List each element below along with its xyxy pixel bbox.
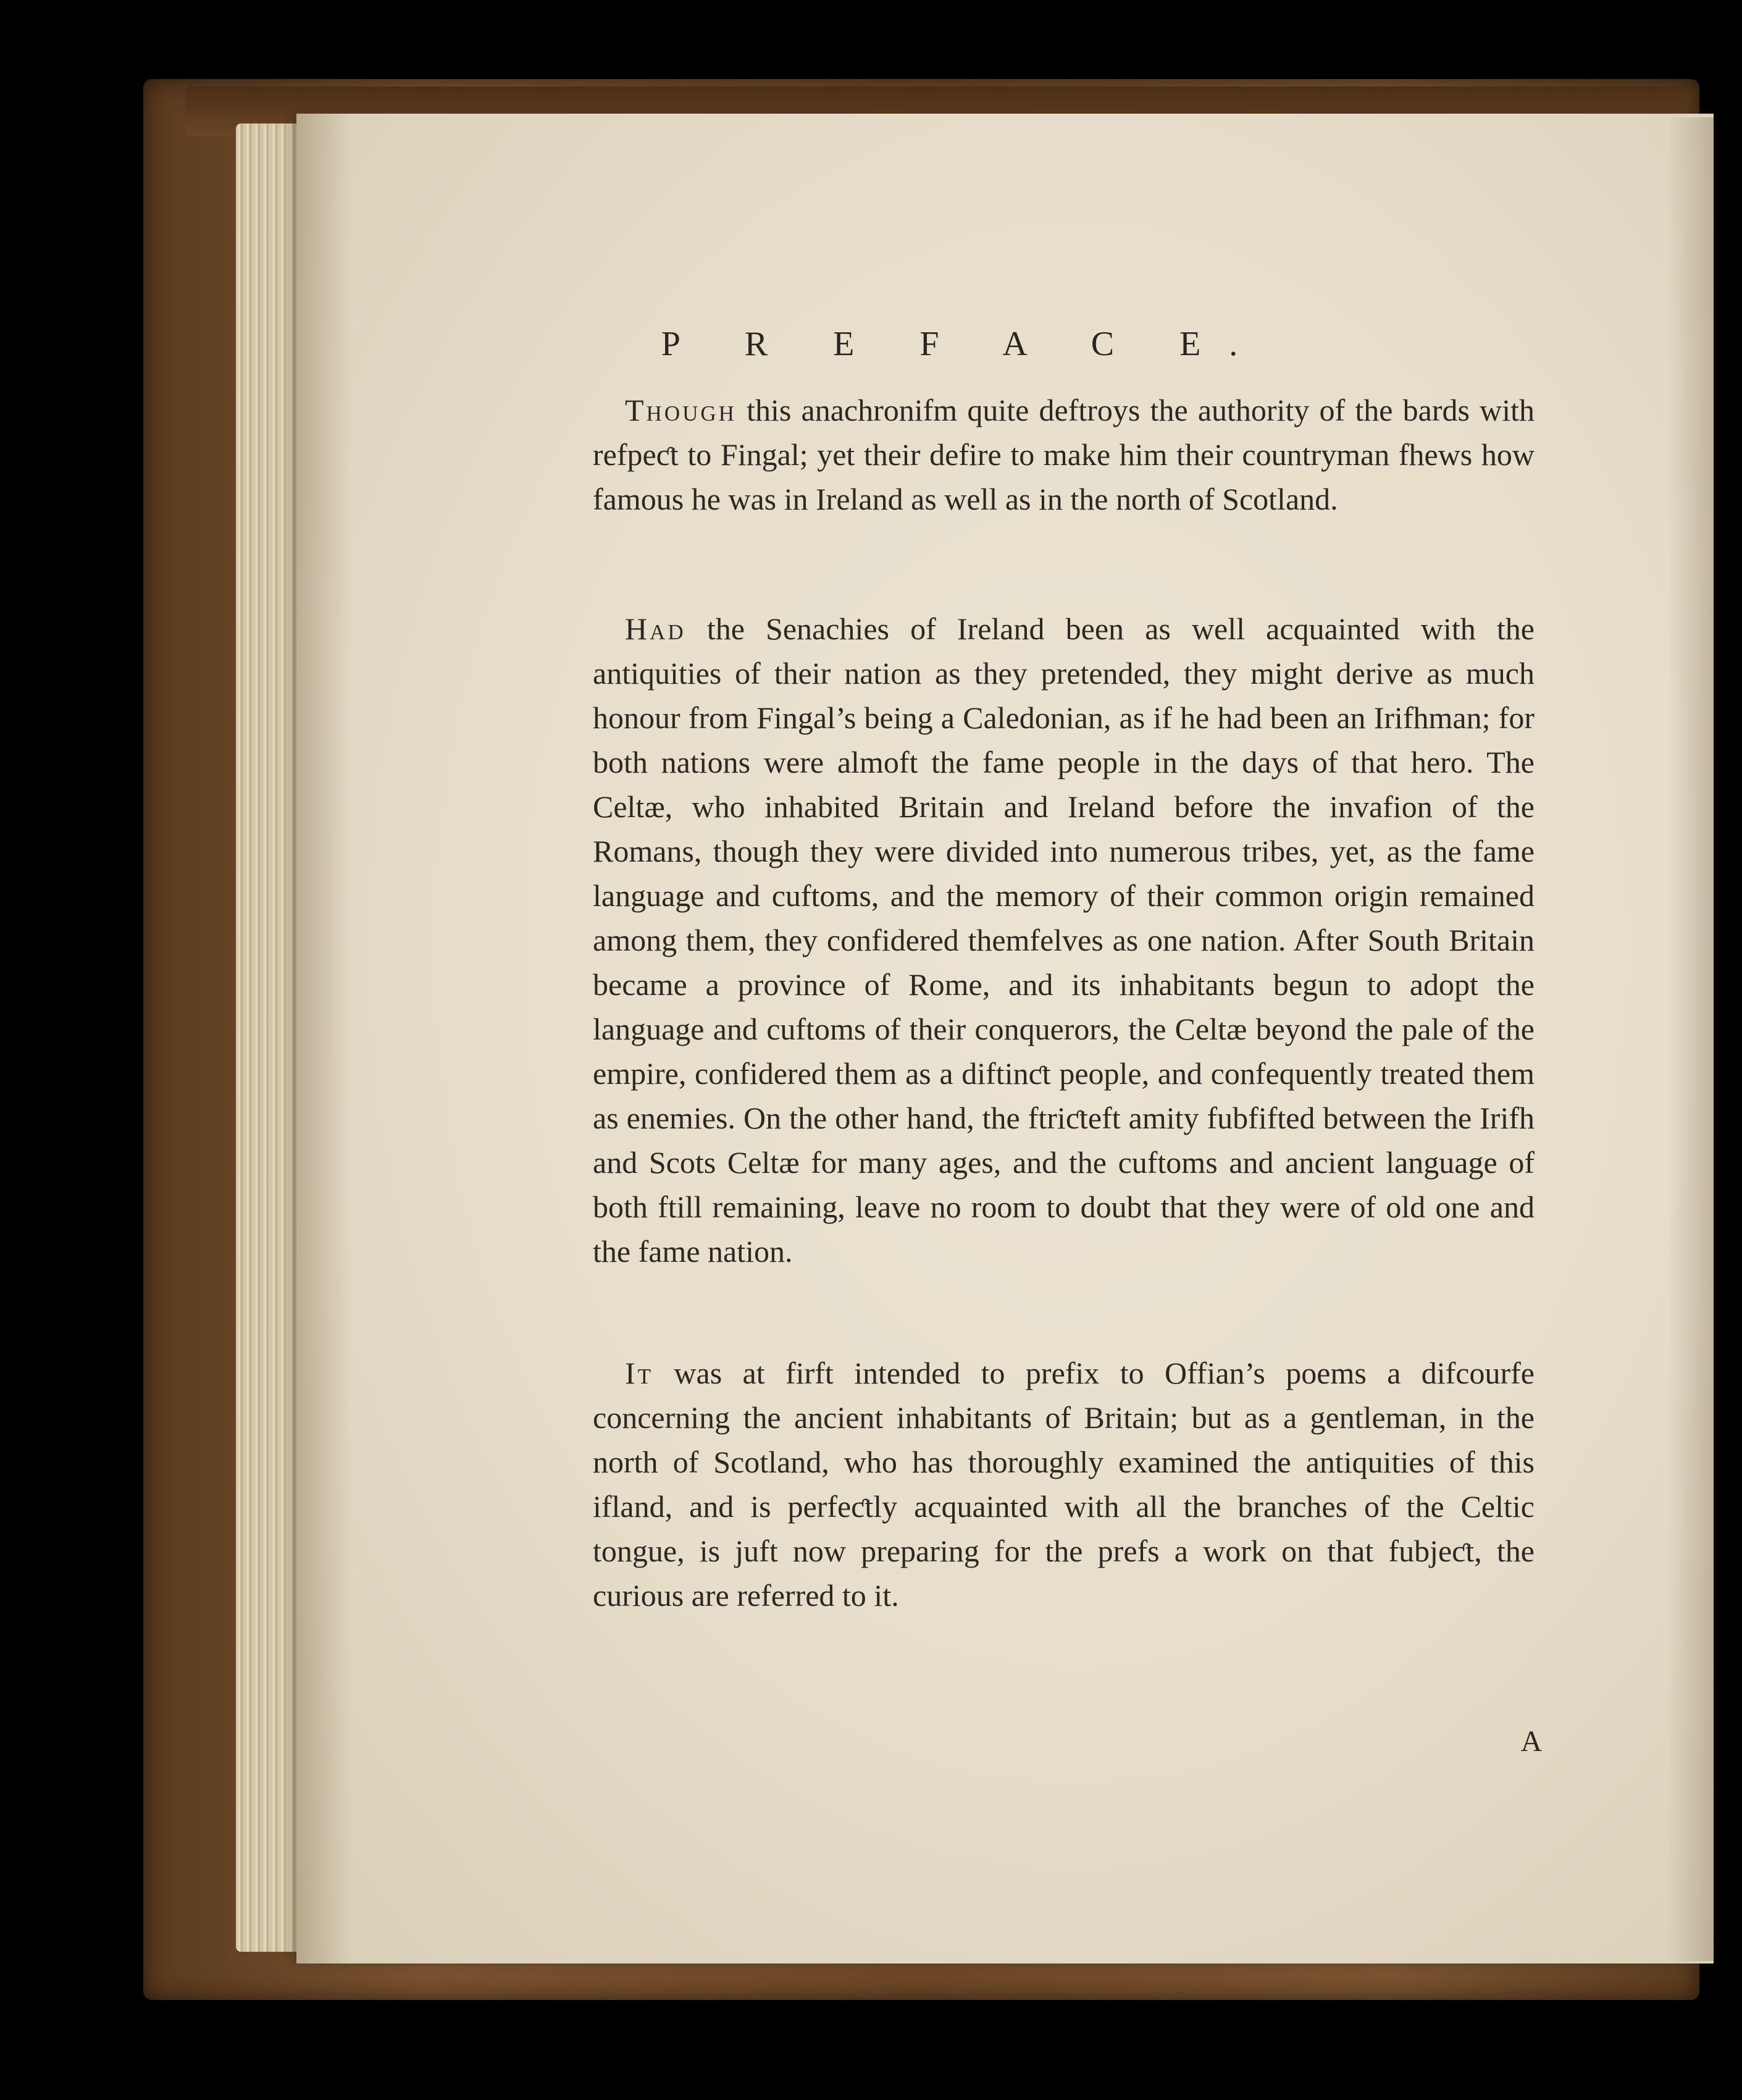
paragraph-2-lead: Had [625, 611, 686, 646]
paragraph-1-body: this anachronifm quite deftroys the authority of the bards with refpeƈt to Fingal; yet their defire to make him their countryman fhews how famous he was in Ireland as well as in the north of Scotland. [593, 393, 1535, 516]
paragraph-1 [593, 388, 1535, 521]
paragraph-2-body: the Senachies of Ireland been as well acquainted with the antiquities of their nation as they pretended, they might derive as much honour from Fingal’s being a Caledonian, as if he had been an Irifhman; for both nations were almoft the fame people in the days of that hero. The Celtæ, who inhabited Britain and Ireland before the invafion of the Romans, though they were divided into numerous tribes, yet, as the fame language and cuftoms, and the memory of their common origin remained among them, they confidered themfelves as one nation. After South Britain became a province of Rome, and its inhabitants begun to adopt the language and cuftoms of their conquerors, the Celtæ beyond the pale of the empire, confidered them as a diftinƈt people, and confequently treated them as enemies. On the other hand, the ftriƈteft amity fubfifted between the Irifh and Scots Celtæ for many ages, and the cuftoms and ancient language of both ftill remaining, leave no room to doubt that they were of old one and the fame nation. [593, 611, 1535, 1269]
page-right-edge [1667, 117, 1714, 1961]
page-title: P R E F A C E. [661, 325, 1267, 363]
paragraph-3 [593, 1351, 1535, 1618]
paragraph-2 [593, 607, 1535, 1274]
paragraph-1-lead: Though [625, 393, 737, 427]
paragraph-3-body: was at firft intended to prefix to Offian’s poems a difcourfe concerning the ancient inhabitants of Britain; but as a gentleman, in the north of Scotland, who has thoroughly examined the antiquities of this ifland, and is perfeƈtly acquainted with all the branches of the Celtic tongue, is juft now preparing for the prefs a work on that fubjeƈt, the curious are referred to it. [593, 1356, 1535, 1613]
signature-mark: A [1520, 1725, 1543, 1758]
gutter-shadow [296, 114, 352, 1964]
paragraph-3-lead: It [625, 1356, 654, 1390]
